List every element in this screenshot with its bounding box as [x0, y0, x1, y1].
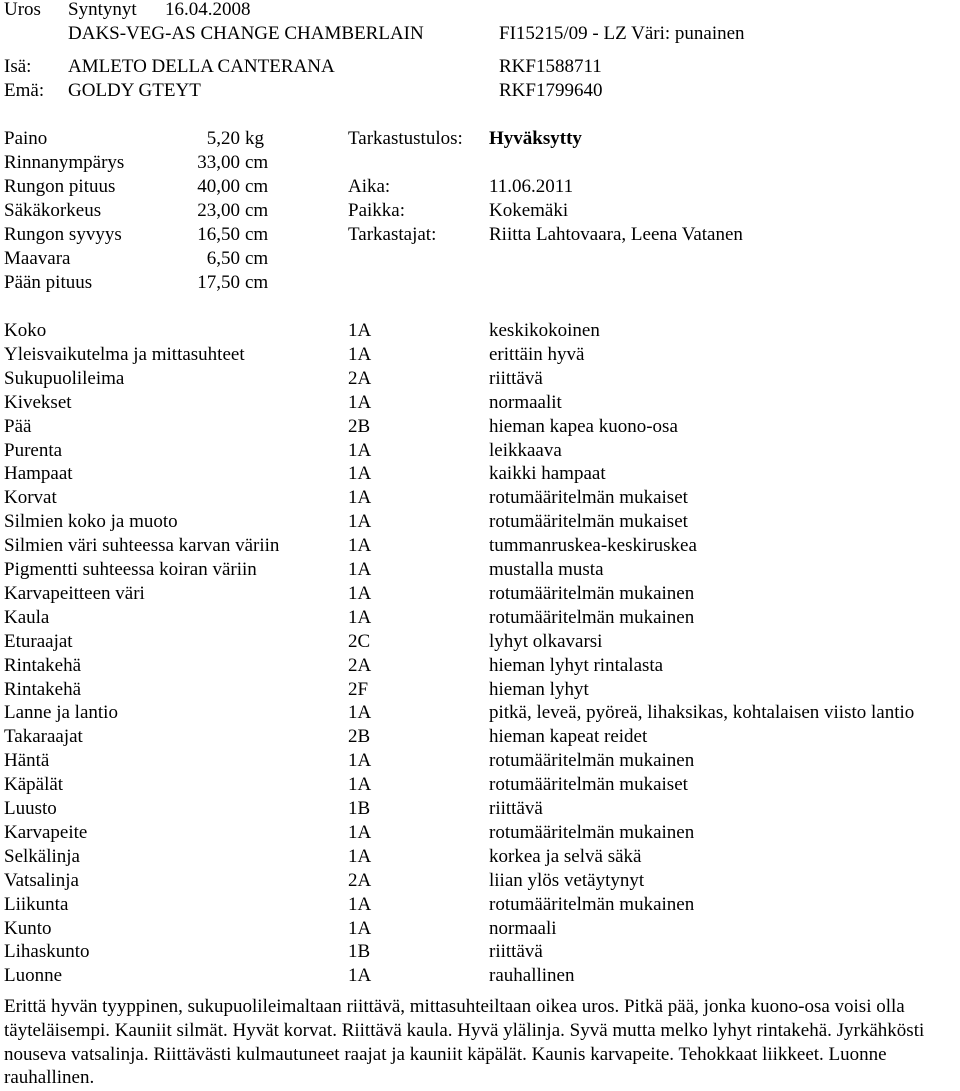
- rating-comment: lyhyt olkavarsi: [489, 630, 603, 652]
- rating-trait: Sukupuolileima: [4, 367, 125, 389]
- judge-description: Erittä hyvän tyyppinen, sukupuolileimaltaan riittävä, mittasuhteiltaan oikea uros. Pitkä pää, jonka kuono-osa voisi olla täyteläisempi. Kauniit silmät. Hyvät korvat. Riittävä kaula. Hyvä ylälinja. Syvä mutta melko lyhyt rintakehä. Jyrkähkösti nouseva vatsalinja. Riittävästi kulmautuneet raajat ja kauniit käpälät. Kaunis karvapeite. Tehokkaat liikkeet. Luonne rauhallinen.: [4, 996, 925, 1089]
- rating-comment: rotumääritelmän mukainen: [489, 893, 695, 915]
- rating-trait: Kunto: [4, 917, 52, 939]
- rating-comment: rauhallinen: [489, 965, 575, 987]
- measure-unit: cm: [245, 272, 269, 293]
- info-value: Riitta Lahtovaara, Leena Vatanen: [489, 224, 743, 245]
- rating-grade: 1A: [348, 917, 372, 939]
- measure-unit: cm: [245, 224, 269, 245]
- rating-trait: Liikunta: [4, 893, 69, 915]
- info-label: Aika:: [348, 176, 391, 197]
- rating-grade: 1A: [348, 343, 372, 365]
- measure-label: Rungon pituus: [4, 176, 116, 197]
- rating-comment: riittävä: [489, 367, 543, 389]
- rating-grade: 1A: [348, 463, 372, 485]
- rating-trait: Purenta: [4, 439, 63, 461]
- rating-comment: hieman lyhyt rintalasta: [489, 654, 664, 676]
- rating-comment: riittävä: [489, 941, 543, 963]
- dog-name: DAKS-VEG-AS CHANGE CHAMBERLAIN: [68, 23, 424, 44]
- rating-grade: 1A: [348, 535, 372, 557]
- rating-comment: rotumääritelmän mukainen: [489, 750, 695, 772]
- rating-comment: hieman kapeat reidet: [489, 726, 648, 748]
- rating-grade: 2C: [348, 630, 371, 652]
- rating-grade: 1A: [348, 821, 372, 843]
- rating-grade: 1A: [348, 511, 372, 533]
- rating-grade: 1A: [348, 439, 372, 461]
- measure-value: 40,00: [197, 176, 240, 197]
- measure-value: 33,00: [197, 152, 240, 173]
- rating-comment: tummanruskea-keskiruskea: [489, 535, 697, 557]
- measure-value: 23,00: [197, 200, 240, 221]
- rating-comment: keskikokoinen: [489, 320, 600, 341]
- info-value: Kokemäki: [489, 200, 569, 221]
- rating-grade: 2A: [348, 869, 372, 891]
- rating-trait: Luonne: [4, 965, 63, 987]
- measure-unit: cm: [245, 176, 269, 197]
- rating-grade: 1A: [348, 965, 372, 987]
- rating-comment: rotumääritelmän mukaiset: [489, 511, 688, 533]
- rating-grade: 2F: [348, 678, 369, 700]
- rating-grade: 1A: [348, 487, 372, 509]
- rating-comment: erittäin hyvä: [489, 343, 585, 365]
- measure-label: Pään pituus: [4, 272, 93, 293]
- rating-comment: rotumääritelmän mukainen: [489, 606, 695, 628]
- rating-grade: 1A: [348, 750, 372, 772]
- rating-grade: 1B: [348, 798, 371, 819]
- rating-trait: Hampaat: [4, 463, 73, 485]
- rating-trait: Luusto: [4, 798, 57, 819]
- rating-trait: Käpälät: [4, 774, 64, 796]
- measure-label: Paino: [4, 128, 48, 149]
- rating-comment: liian ylös vetäytynyt: [489, 869, 645, 891]
- sire-label: Isä:: [4, 56, 32, 77]
- rating-comment: mustalla musta: [489, 559, 604, 580]
- info-label: Paikka:: [348, 200, 405, 221]
- rating-grade: 1B: [348, 941, 371, 963]
- rating-trait: Takaraajat: [4, 726, 83, 748]
- rating-trait: Kivekset: [4, 391, 72, 413]
- born-date: 16.04.2008: [165, 0, 251, 20]
- result-value: Hyväksytty: [489, 128, 582, 149]
- measure-value: 17,50: [197, 272, 240, 293]
- rating-comment: rotumääritelmän mukaiset: [489, 774, 688, 796]
- rating-grade: 1A: [348, 320, 372, 341]
- rating-trait: Kaula: [4, 606, 50, 628]
- info-value: 11.06.2011: [489, 176, 574, 197]
- rating-trait: Häntä: [4, 750, 50, 772]
- rating-comment: hieman kapea kuono-osa: [489, 415, 678, 437]
- rating-comment: riittävä: [489, 798, 543, 819]
- rating-grade: 2B: [348, 726, 371, 748]
- rating-trait: Rintakehä: [4, 678, 82, 700]
- rating-trait: Korvat: [4, 487, 57, 509]
- measure-label: Rinnanympärys: [4, 152, 125, 173]
- rating-grade: 1A: [348, 702, 372, 724]
- rating-grade: 1A: [348, 559, 372, 580]
- rating-trait: Vatsalinja: [4, 869, 79, 891]
- measure-value: 16,50: [197, 224, 240, 245]
- rating-grade: 2A: [348, 367, 372, 389]
- reg-color: FI15215/09 - LZ Väri: punainen: [499, 23, 745, 44]
- rating-comment: hieman lyhyt: [489, 678, 589, 700]
- rating-comment: normaalit: [489, 391, 562, 413]
- rating-grade: 1A: [348, 893, 372, 915]
- rating-trait: Lanne ja lantio: [4, 702, 118, 724]
- result-label: Tarkastustulos:: [348, 128, 463, 149]
- rating-trait: Rintakehä: [4, 654, 82, 676]
- rating-grade: 2B: [348, 415, 371, 437]
- measure-unit: cm: [245, 200, 269, 221]
- measure-label: Maavara: [4, 248, 71, 269]
- rating-trait: Karvapeitteen väri: [4, 582, 145, 604]
- rating-comment: korkea ja selvä säkä: [489, 845, 642, 867]
- rating-trait: Pää: [4, 415, 32, 437]
- measure-unit: cm: [245, 248, 269, 269]
- rating-comment: pitkä, leveä, pyöreä, lihaksikas, kohtalaisen viisto lantio: [489, 702, 915, 724]
- rating-comment: normaali: [489, 917, 557, 939]
- measure-label: Rungon syvyys: [4, 224, 122, 245]
- rating-trait: Pigmentti suhteessa koiran väriin: [4, 559, 257, 580]
- rating-trait: Lihaskunto: [4, 941, 90, 963]
- rating-grade: 1A: [348, 391, 372, 413]
- measure-value: 6,50: [206, 248, 240, 269]
- rating-comment: leikkaava: [489, 439, 562, 461]
- rating-trait: Eturaajat: [4, 630, 73, 652]
- measure-unit: cm: [245, 152, 269, 173]
- rating-comment: rotumääritelmän mukainen: [489, 821, 695, 843]
- rating-comment: rotumääritelmän mukainen: [489, 582, 695, 604]
- rating-trait: Silmien koko ja muoto: [4, 511, 178, 533]
- dam-label: Emä:: [4, 80, 45, 101]
- rating-grade: 1A: [348, 606, 372, 628]
- rating-grade: 1A: [348, 582, 372, 604]
- dam-name: GOLDY GTEYT: [68, 80, 201, 101]
- rating-trait: Selkälinja: [4, 845, 80, 867]
- rating-grade: 2A: [348, 654, 372, 676]
- rating-comment: kaikki hampaat: [489, 463, 606, 485]
- sire-name: AMLETO DELLA CANTERANA: [68, 56, 335, 77]
- dam-reg: RKF1799640: [499, 80, 603, 101]
- rating-grade: 1A: [348, 845, 372, 867]
- rating-trait: Koko: [4, 320, 47, 341]
- rating-grade: 1A: [348, 774, 372, 796]
- measure-label: Säkäkorkeus: [4, 200, 102, 221]
- born-label: Syntynyt: [68, 0, 137, 20]
- rating-comment: rotumääritelmän mukaiset: [489, 487, 688, 509]
- sire-reg: RKF1588711: [499, 56, 602, 77]
- rating-trait: Karvapeite: [4, 821, 88, 843]
- measure-unit: kg: [245, 128, 264, 149]
- sex: Uros: [4, 0, 41, 20]
- measure-value: 5,20: [206, 128, 240, 149]
- rating-trait: Yleisvaikutelma ja mittasuhteet: [4, 343, 245, 365]
- rating-trait: Silmien väri suhteessa karvan väriin: [4, 535, 280, 557]
- info-label: Tarkastajat:: [348, 224, 437, 245]
